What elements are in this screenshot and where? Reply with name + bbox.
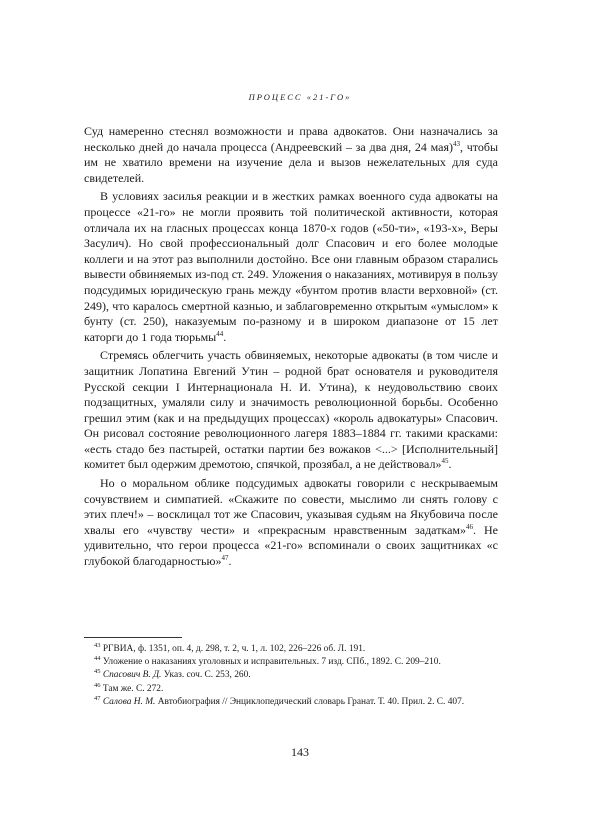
footnote-ref[interactable]: 46 <box>466 522 474 531</box>
footnote-ref[interactable]: 44 <box>216 329 224 338</box>
footnote-ref[interactable]: 47 <box>221 554 229 563</box>
paragraph-text: . <box>223 329 227 344</box>
paragraph-2 <box>84 189 498 345</box>
paragraph-text: . <box>448 457 452 472</box>
main-text <box>84 124 498 573</box>
paragraph-text: . Не удивительно, что герои процесса «21-го» вспоминали о своих защитниках «с глубокой благодарностью» <box>84 522 498 569</box>
footnote-number: 46 <box>94 681 101 689</box>
footnote-divider <box>84 637 182 638</box>
footnote-number: 43 <box>94 641 101 649</box>
footnote-author: Спасович В. Д. <box>102 670 162 681</box>
footnote-text: Указ. соч. С. 253, 260. <box>161 670 251 681</box>
paragraph-text: , чтобы им не хватило времени на изучение дела и вызов нежелательных для суда свидетелей. <box>84 139 498 185</box>
footnote-45 <box>84 669 498 682</box>
footnote-47 <box>84 696 498 709</box>
footnote-44 <box>84 656 498 669</box>
paragraph-text: . <box>228 554 232 569</box>
paragraph-3 <box>84 348 498 473</box>
footnote-number: 44 <box>94 655 101 663</box>
footnote-text: Автобиография // Энциклопедический словарь Гранат. Т. 40. Прил. 2. С. 407. <box>155 696 465 707</box>
paragraph-1 <box>84 124 498 186</box>
footnote-ref[interactable]: 45 <box>441 457 449 466</box>
footnote-43 <box>84 643 498 656</box>
footnote-text: Уложение о наказаниях уголовных и исправительных. 7 изд. СПб., 1892. С. 209–210. <box>102 657 441 668</box>
paragraph-text: В условиях засилья реакции и в жестких рамках военного суда адвокаты на процессе «21-го» не могли проявить той политической активности, которая отличала их на гласных процессах конца 1870-х годов («50-ти», «193-х», Веры Засулич). Но свой профессиональный долг Спасович и его более молодые коллеги и на этот раз выполнили достойно. Все они главным образом старались вывести обвиняемых из-под ст. 249. Уложения о наказаниях, мотивируя в пользу подсудимых юридическую грань между «бунтом против власти верховной» (ст. 249), что каралось смертной казнью, и заблаговременно открытым «умыслом» к бунту (ст. 250), наказуемым по-разному и в широком диапазоне от 15 лет каторги до 1 года тюрьмы <box>84 189 498 344</box>
footnote-number: 45 <box>94 668 101 676</box>
page-number: 143 <box>291 745 309 759</box>
footnotes <box>84 643 498 709</box>
footnote-author: Салова Н. М. <box>102 696 156 707</box>
paragraph-text: Но о моральном облике подсудимых адвокаты говорили с нескрываемым сочувствием и симпатией. «Скажите по совести, мыслимо ли снять голову с этих плеч!» – восклицал тот же Спасович, указывая судьям на Якубовича после хвалы его «чувству чести» и «прекрасным нравственным задаткам» <box>84 476 498 537</box>
footnote-ref[interactable]: 43 <box>452 139 460 148</box>
footnote-46 <box>84 683 498 696</box>
paragraph-text: Стремясь облегчить участь обвиняемых, некоторые адвокаты (в том числе и защитник Лопатина Евгений Утин – родной брат основателя и руководителя Русской секции I Интернационала Н. И. Утина), к неудовольствию своих подзащитных, умаляли силу и значимость революционной борьбы. Особенно грешил этим (как и на предыдущих процессах) «король адвокатуры» Спасович. Он рисовал состояние революционного лагеря 1883–1884 гг. такими красками: «есть стадо без пастырей, остатки партии без вожаков <...> [Исполнительный] комитет был одержим дремотою, спячкой, прозябал, а не действовал» <box>84 348 498 472</box>
footnote-number: 47 <box>94 694 101 702</box>
running-head: ПРОЦЕСС «21-ГО» <box>248 92 352 102</box>
paragraph-4 <box>84 476 498 570</box>
footnote-text: Там же. С. 272. <box>102 683 164 694</box>
footnote-text: РГВИА, ф. 1351, оп. 4, д. 298, т. 2, ч. 1, л. 102, 226–226 об. Л. 191. <box>102 644 366 654</box>
paragraph-text: Суд намеренно стеснял возможности и права адвокатов. Они назначались за несколько дней до начала процесса (Андреевский – за два дня, 24 мая) <box>84 124 498 154</box>
